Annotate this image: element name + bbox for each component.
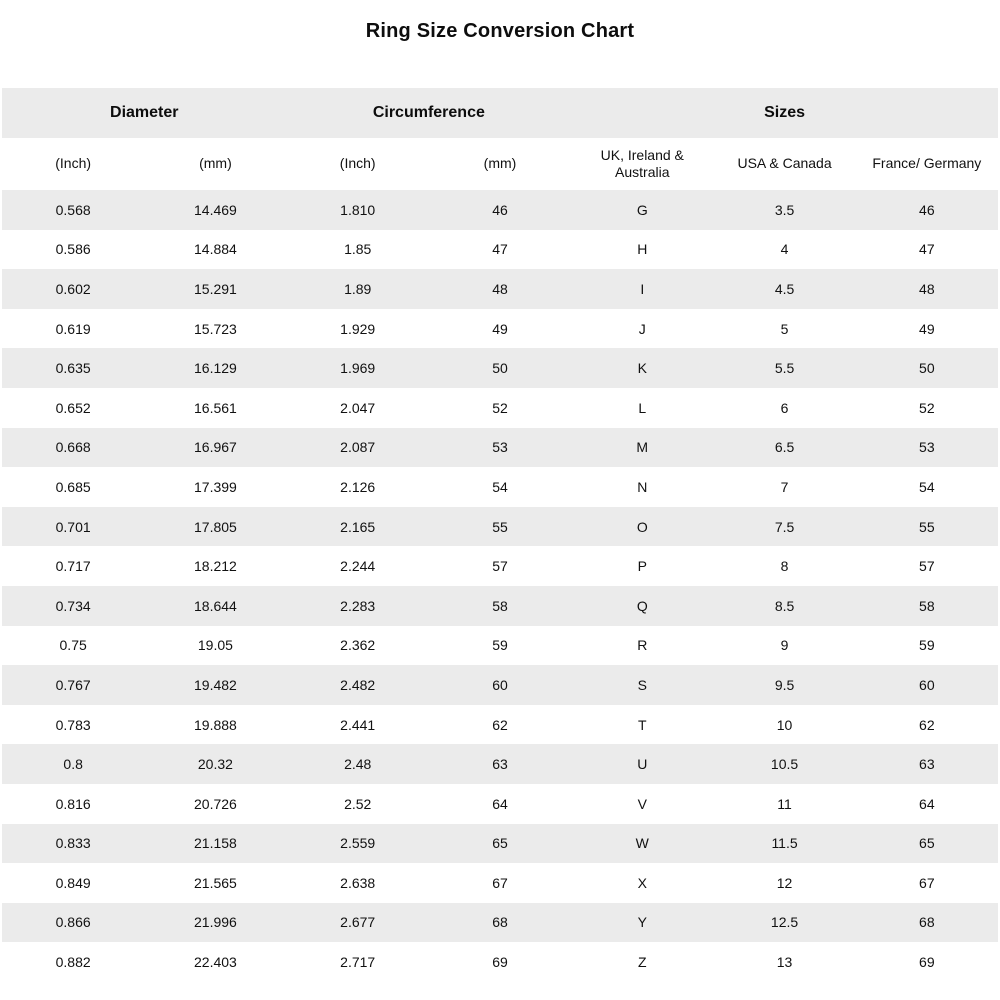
table-cell: H xyxy=(637,241,648,258)
table-row xyxy=(2,230,998,270)
column-header: (mm) xyxy=(199,155,232,172)
table-cell: 2.48 xyxy=(344,756,372,773)
table-cell: 18.644 xyxy=(194,597,237,614)
table-cell: 48 xyxy=(492,280,508,297)
table-row xyxy=(2,467,998,507)
table-body xyxy=(2,190,998,982)
table-row xyxy=(2,507,998,547)
table-cell: 4 xyxy=(780,241,789,258)
table-cell: 68 xyxy=(492,914,508,931)
column-header: USA & Canada xyxy=(737,155,832,172)
group-header-sizes: Sizes xyxy=(764,104,806,121)
table-cell: 46 xyxy=(919,201,935,218)
column-header: (Inch) xyxy=(55,155,92,172)
table-cell: 0.668 xyxy=(55,439,91,456)
table-row xyxy=(2,705,998,745)
table-row xyxy=(2,942,998,982)
table-cell: O xyxy=(636,518,648,535)
table-cell: 48 xyxy=(919,280,935,297)
table-cell: 0.734 xyxy=(55,597,91,614)
table-cell: 10 xyxy=(776,716,793,733)
table-cell: X xyxy=(637,874,647,891)
group-header-row xyxy=(2,88,998,138)
table-cell: 16.129 xyxy=(194,360,237,377)
table-row xyxy=(2,309,998,349)
table-cell: 65 xyxy=(492,835,508,852)
table-cell: 50 xyxy=(919,360,935,377)
table-cell: 6 xyxy=(780,399,789,416)
table-cell: 57 xyxy=(919,558,935,575)
table-cell: T xyxy=(637,716,647,733)
table-row xyxy=(2,863,998,903)
table-cell: 2.126 xyxy=(340,478,376,495)
table-cell: 0.602 xyxy=(55,280,91,297)
group-header-circumference: Circumference xyxy=(372,104,485,121)
table-cell: 17.805 xyxy=(194,518,237,535)
table-cell: 21.996 xyxy=(194,914,237,931)
table-cell: 16.561 xyxy=(194,399,237,416)
table-cell: P xyxy=(637,558,647,575)
table-cell: N xyxy=(637,478,648,495)
table-cell: 55 xyxy=(919,518,935,535)
group-header-diameter: Diameter xyxy=(110,104,179,121)
table-cell: L xyxy=(638,399,647,416)
table-cell: 69 xyxy=(919,954,935,971)
table-cell: 11.5 xyxy=(771,835,798,852)
table-cell: 64 xyxy=(492,795,508,812)
table-cell: 63 xyxy=(492,756,508,773)
table-cell: 10.5 xyxy=(770,756,799,773)
table-cell: 0.866 xyxy=(55,914,91,931)
table-cell: 0.701 xyxy=(55,518,91,535)
table-cell: 2.087 xyxy=(340,439,376,456)
table-cell: 58 xyxy=(919,597,935,614)
page-title: Ring Size Conversion Chart xyxy=(365,20,635,42)
table-cell: 0.586 xyxy=(55,241,91,258)
table-cell: 15.291 xyxy=(194,280,237,297)
column-header: France/ Germany xyxy=(872,155,982,172)
table-cell: 1.85 xyxy=(344,241,372,258)
table-cell: R xyxy=(637,637,648,654)
table-cell: U xyxy=(637,756,648,773)
table-cell: 1.969 xyxy=(340,360,376,377)
table-row xyxy=(2,784,998,824)
table-cell: 18.212 xyxy=(194,558,237,575)
table-cell: 12 xyxy=(776,874,793,891)
table-cell: 8 xyxy=(780,558,789,575)
table-cell: 15.723 xyxy=(194,320,237,337)
table-cell: 69 xyxy=(492,954,508,971)
table-cell: 68 xyxy=(919,914,935,931)
table-cell: 5.5 xyxy=(774,360,795,377)
table-cell: 8.5 xyxy=(774,597,795,614)
table-row xyxy=(2,348,998,388)
table-cell: K xyxy=(637,360,647,377)
table-cell: V xyxy=(637,795,647,812)
table-cell: 59 xyxy=(492,637,508,654)
table-cell: 19.482 xyxy=(194,676,237,693)
table-cell: 1.810 xyxy=(340,201,376,218)
table-head xyxy=(2,88,998,190)
table-cell: Q xyxy=(636,597,648,614)
table-cell: 50 xyxy=(492,360,508,377)
table-cell: 55 xyxy=(492,518,508,535)
table-cell: 2.559 xyxy=(340,835,376,852)
table-cell: 2.244 xyxy=(340,558,376,575)
table-cell: 6.5 xyxy=(774,439,795,456)
table-cell: 2.52 xyxy=(344,795,372,812)
table-cell: 2.362 xyxy=(340,637,376,654)
table-cell: 2.165 xyxy=(340,518,376,535)
table-row xyxy=(2,744,998,784)
table-cell: 11 xyxy=(777,795,792,812)
table-cell: 12.5 xyxy=(770,914,799,931)
table-cell: 2.482 xyxy=(340,676,376,693)
table-cell: 63 xyxy=(919,756,935,773)
table-row xyxy=(2,546,998,586)
table-cell: 62 xyxy=(492,716,508,733)
table-cell: 0.568 xyxy=(55,201,91,218)
table-cell: G xyxy=(636,201,648,218)
table-cell: 0.767 xyxy=(55,676,91,693)
table-row xyxy=(2,665,998,705)
table-cell: 52 xyxy=(492,399,508,416)
table-cell: 14.469 xyxy=(194,201,237,218)
table-cell: 67 xyxy=(919,874,935,891)
table-cell: 60 xyxy=(492,676,508,693)
table-cell: 9.5 xyxy=(774,676,795,693)
table-cell: 19.888 xyxy=(194,716,237,733)
table-cell: 0.816 xyxy=(55,795,91,812)
table-cell: 49 xyxy=(919,320,935,337)
table-cell: 0.635 xyxy=(55,360,91,377)
table-cell: 53 xyxy=(492,439,508,456)
table-row xyxy=(2,428,998,468)
table-cell: 0.882 xyxy=(55,954,91,971)
table-cell: 4.5 xyxy=(774,280,795,297)
table-cell: 7 xyxy=(780,478,789,495)
column-header: (mm) xyxy=(483,155,517,172)
table-cell: 20.32 xyxy=(197,756,233,773)
table-cell: M xyxy=(636,439,649,456)
table-cell: 21.158 xyxy=(194,835,237,852)
sub-header-row xyxy=(2,138,998,190)
column-header: UK, Ireland & Australia xyxy=(600,146,684,180)
table-cell: 60 xyxy=(919,676,935,693)
table-cell: 14.884 xyxy=(194,241,237,258)
table-row xyxy=(2,269,998,309)
table-cell: 57 xyxy=(492,558,508,575)
table-cell: 0.833 xyxy=(55,835,91,852)
table-cell: 7.5 xyxy=(774,518,795,535)
table-cell: 0.619 xyxy=(55,320,91,337)
table-cell: 1.89 xyxy=(344,280,372,297)
table-cell: 9 xyxy=(780,637,789,654)
table-cell: 0.717 xyxy=(55,558,91,575)
table-cell: 20.726 xyxy=(194,795,237,812)
table-cell: 49 xyxy=(492,320,508,337)
table-row xyxy=(2,190,998,230)
table-row xyxy=(2,586,998,626)
table-cell: 0.652 xyxy=(55,399,91,416)
table-cell: 0.849 xyxy=(55,874,91,891)
table-cell: 64 xyxy=(919,795,935,812)
table-cell: 2.677 xyxy=(340,914,376,931)
table-cell: 19.05 xyxy=(197,637,233,654)
table-cell: I xyxy=(640,280,645,297)
table-cell: 54 xyxy=(919,478,935,495)
table-cell: 0.685 xyxy=(55,478,91,495)
table-cell: 47 xyxy=(919,241,935,258)
table-cell: 58 xyxy=(492,597,508,614)
table-row xyxy=(2,824,998,864)
table-cell: 2.717 xyxy=(340,954,376,971)
table-cell: 65 xyxy=(919,835,935,852)
table-cell: J xyxy=(638,320,646,337)
table-cell: 53 xyxy=(919,439,935,456)
table-cell: 0.8 xyxy=(63,756,83,773)
table-cell: 16.967 xyxy=(194,439,237,456)
table-cell: 2.047 xyxy=(340,399,376,416)
table-cell: Z xyxy=(637,954,647,971)
table-cell: 47 xyxy=(492,241,508,258)
table-cell: 67 xyxy=(492,874,508,891)
table-cell: 0.75 xyxy=(59,637,87,654)
table-row xyxy=(2,388,998,428)
table-cell: 5 xyxy=(780,320,789,337)
table-row xyxy=(2,903,998,943)
table-row xyxy=(2,626,998,666)
table-cell: 0.783 xyxy=(55,716,91,733)
table-cell: 3.5 xyxy=(774,201,795,218)
table-cell: 13 xyxy=(776,954,793,971)
table-cell: 46 xyxy=(492,201,508,218)
column-header: (Inch) xyxy=(339,155,376,172)
table-cell: 52 xyxy=(919,399,935,416)
table-cell: S xyxy=(637,676,647,693)
table-cell: 2.283 xyxy=(340,597,376,614)
table-cell: 59 xyxy=(919,637,935,654)
table-cell: 54 xyxy=(492,478,508,495)
table-cell: 2.638 xyxy=(340,874,376,891)
table-cell: 2.441 xyxy=(340,716,376,733)
table-cell: 21.565 xyxy=(194,874,237,891)
table-cell: 22.403 xyxy=(194,954,237,971)
ring-size-table xyxy=(2,88,998,982)
table-cell: W xyxy=(635,835,649,852)
table-cell: Y xyxy=(637,914,647,931)
table-cell: 1.929 xyxy=(340,320,376,337)
table-cell: 17.399 xyxy=(194,478,237,495)
table-cell: 62 xyxy=(919,716,935,733)
